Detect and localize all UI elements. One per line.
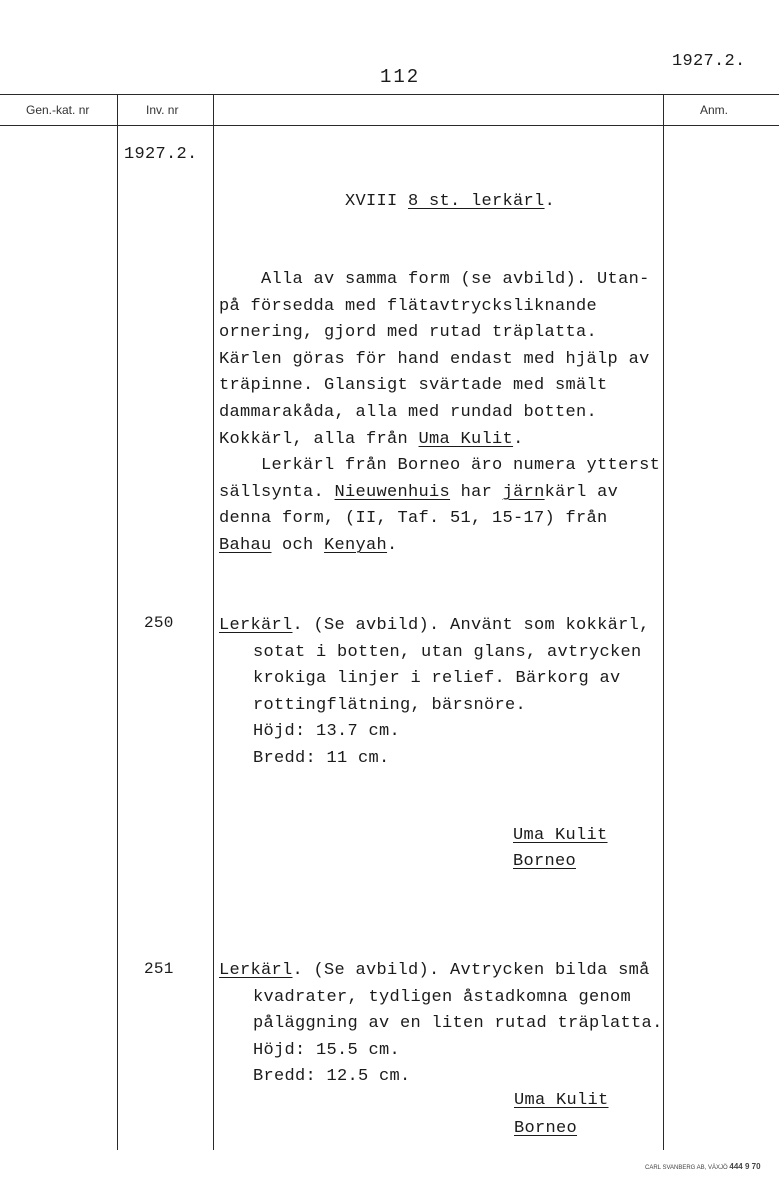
- desc-line: på försedda med flätavtrycksliknande: [219, 296, 598, 316]
- desc-line: Kokkärl, alla från Uma Kulit.: [219, 429, 524, 449]
- page-number: 112: [380, 66, 421, 88]
- item-name: Lerkärl: [219, 961, 293, 980]
- item-first-line: Lerkärl. (Se avbild). Avtrycken bilda små: [219, 961, 650, 980]
- column-header-inv: Inv. nr: [146, 103, 179, 117]
- desc-line: Bahau och Kenyah.: [219, 535, 398, 555]
- item-line: påläggning av en liten rutad träplatta.: [253, 1014, 663, 1034]
- item-inv-number: 251: [144, 960, 174, 978]
- column-divider-3: [663, 94, 664, 1150]
- desc-line: Alla av samma form (se avbild). Utan-: [219, 270, 650, 289]
- desc-line: denna form, (II, Taf. 51, 15-17) från: [219, 509, 608, 529]
- desc-line: sällsynta. Nieuwenhuis har järnkärl av: [219, 482, 619, 502]
- item-first-line: Lerkärl. (Se avbild). Använt som kokkärl,: [219, 616, 650, 635]
- word-jarn: järn: [502, 482, 545, 502]
- group-description: [219, 267, 659, 560]
- desc-line: träpinne. Glansigt svärtade med smält: [219, 376, 608, 396]
- print-code: 444 9 70: [729, 1162, 761, 1171]
- item-inv-number: 250: [144, 614, 174, 632]
- place-bahau: Bahau: [219, 535, 272, 555]
- item-line: sotat i botten, utan glans, avtrycken: [253, 642, 642, 662]
- item-origin-tribe: Uma Kulit: [514, 1091, 609, 1110]
- item-height: Höjd: 15.5 cm.: [253, 1040, 401, 1060]
- item-width: Bredd: 11 cm.: [253, 748, 390, 768]
- desc-line: ornering, gjord med rutad träplatta.: [219, 323, 598, 343]
- item-entry: [219, 958, 663, 1091]
- item-line: krokiga linjer i relief. Bärkorg av: [253, 669, 621, 689]
- column-divider-1: [117, 94, 118, 1150]
- group-inv-label: 1927.2.: [124, 145, 198, 164]
- column-header-anm: Anm.: [700, 103, 729, 117]
- desc-line: dammarakåda, alla med rundad botten.: [219, 402, 598, 422]
- item-origin-island: Borneo: [513, 852, 577, 871]
- group-title: [345, 192, 555, 211]
- desc-line: Lerkärl från Borneo äro numera ytterst: [219, 456, 661, 476]
- column-header-gen-kat: Gen.-kat. nr: [26, 103, 90, 117]
- group-title-main: 8 st. lerkärl: [408, 192, 545, 211]
- date-reference: 1927.2.: [672, 52, 746, 71]
- printer-name: CARL SVANBERG AB, VÄXJÖ: [645, 1165, 728, 1171]
- item-name: Lerkärl: [219, 616, 293, 635]
- place-kenyah: Kenyah: [324, 535, 388, 555]
- group-title-prefix: XVIII: [345, 192, 398, 211]
- group-title-period: .: [544, 192, 556, 211]
- place-link-uma-kulit: Uma Kulit: [418, 429, 514, 449]
- item-line: kvadrater, tydligen åstadkomna genom: [253, 987, 632, 1007]
- column-divider-2: [213, 94, 214, 1150]
- author-nieuwenhuis: Nieuwenhuis: [334, 482, 451, 502]
- desc-line: Kärlen göras för hand endast med hjälp av: [219, 349, 650, 369]
- item-line: rottingflätning, bärsnöre.: [253, 695, 527, 715]
- item-origin-island: Borneo: [514, 1119, 578, 1138]
- item-height: Höjd: 13.7 cm.: [253, 722, 401, 742]
- item-entry: [219, 613, 659, 773]
- printer-imprint: [645, 1162, 761, 1171]
- item-width: Bredd: 12.5 cm.: [253, 1067, 411, 1087]
- item-origin-tribe: Uma Kulit: [513, 826, 608, 845]
